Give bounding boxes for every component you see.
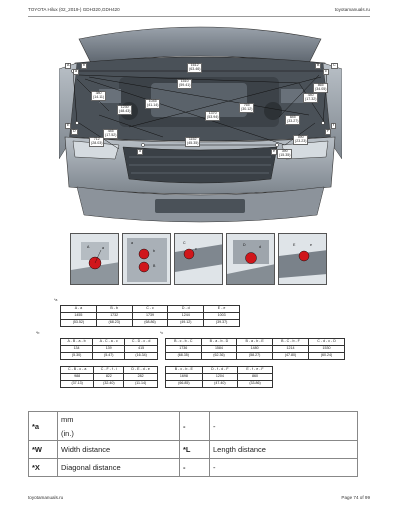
dimension-table-1: A - a B - b C - c D - d E - e 1455 1732 1739 1244 1003 (53.52) (68.23) (68.86) (49.12) (39.37) bbox=[60, 305, 240, 327]
legend-table bbox=[28, 411, 358, 477]
dim-callout: 440 (17.32) bbox=[305, 93, 317, 101]
dim-callout: 1152 (45.35) bbox=[187, 137, 199, 145]
point-label-d: B bbox=[317, 63, 320, 67]
point-label-c: b bbox=[83, 63, 85, 67]
section-mark-b: *b bbox=[36, 331, 40, 335]
dim-callout: 380 (14.11) bbox=[93, 91, 105, 99]
dimension-table-3: B - c - b - C B - a - b - D B - a - b - E B - C - b - F C - d - c - D 1736 1584 1480 1214 1530 (68.35) (62.36) (58.27) (47.80) (60.24) bbox=[165, 338, 345, 360]
legend-row: *a mm - - bbox=[29, 412, 358, 427]
svg-text:c: c bbox=[195, 247, 197, 251]
section-mark-a: *a bbox=[54, 298, 58, 302]
dim-callout: 1045 (41.14) bbox=[147, 99, 159, 107]
dim-callout: 445 (17.52) bbox=[105, 129, 117, 137]
svg-text:e: e bbox=[310, 243, 312, 247]
detail-thumbnails bbox=[70, 233, 328, 286]
page-number: Page 74 of 99 bbox=[341, 495, 370, 500]
dimension-table-4: C - B - c - a C - F - f - i D - E - d - e 988 822 282 (37.13) (32.40) (11.14) bbox=[60, 366, 158, 388]
dim-callout: 1230 (48.43) bbox=[119, 105, 131, 113]
dim-callout: 1370 (53.94) bbox=[207, 111, 219, 119]
detail-thumb-c bbox=[174, 233, 223, 285]
svg-text:C: C bbox=[183, 241, 186, 245]
dimension-table-5: B - c - b - E D - f - d - F E - f - e - F 1698 1204 860 (66.85) (47.40) (33.86) bbox=[165, 366, 273, 388]
vehicle-front-illustration bbox=[59, 19, 342, 235]
point-label-i: d bbox=[139, 149, 141, 153]
dim-callout: 1510 (59.41) bbox=[179, 79, 191, 87]
legend-row: *X Diagonal distance - - bbox=[29, 459, 358, 477]
point-label-h: D bbox=[73, 129, 76, 133]
legend-row: (in.) bbox=[29, 427, 358, 441]
detail-thumb-e bbox=[278, 233, 327, 285]
point-label-f: C bbox=[333, 63, 336, 67]
svg-text:D: D bbox=[243, 243, 246, 247]
legend-row: *W Width distance *L Length distance bbox=[29, 441, 358, 459]
svg-text:a: a bbox=[131, 241, 133, 245]
point-label-k: F bbox=[327, 129, 330, 133]
point-label-b: a bbox=[75, 69, 77, 73]
svg-text:b: b bbox=[153, 249, 155, 253]
point-label-a: A bbox=[67, 63, 70, 67]
section-mark-c: *c bbox=[160, 331, 164, 335]
engine-compartment-figure bbox=[59, 19, 342, 235]
dim-callout: 845 (33.27) bbox=[287, 115, 299, 123]
svg-text:E: E bbox=[293, 243, 296, 247]
document-title: TOYOTA Hilux (02_2019-) GDH320,GDH420 bbox=[28, 7, 120, 12]
dim-callout: 765 (30.12) bbox=[241, 103, 253, 111]
header-divider bbox=[28, 16, 370, 17]
dim-callout: 865 (34.05) bbox=[315, 83, 327, 91]
point-label-j: e bbox=[273, 149, 275, 153]
site-name: toyotamanuals.ru bbox=[334, 7, 370, 12]
dim-callout: 1612 (63.46) bbox=[189, 63, 201, 71]
dim-callout: 712 (28.03) bbox=[91, 137, 103, 145]
point-label-l: f bbox=[333, 123, 334, 127]
dim-callout: 590 (23.23) bbox=[295, 135, 307, 143]
dim-callout: 390 (15.35) bbox=[279, 149, 291, 157]
footer-site-name: toyotamanuals.ru bbox=[28, 495, 64, 500]
svg-text:d: d bbox=[259, 245, 261, 249]
svg-text:a: a bbox=[102, 246, 104, 250]
point-label-g: E bbox=[67, 123, 70, 127]
point-label-e: c bbox=[325, 69, 327, 73]
svg-text:B: B bbox=[153, 264, 156, 268]
svg-text:A: A bbox=[87, 245, 90, 249]
dimension-table-2: A - B - a - b A - C - a - c C - D - c - d 134 139 415 (5.30) (5.47) (16.34) bbox=[60, 338, 158, 360]
detail-thumb-a bbox=[70, 233, 119, 285]
detail-thumb-d bbox=[226, 233, 275, 285]
detail-thumb-b bbox=[122, 233, 171, 285]
